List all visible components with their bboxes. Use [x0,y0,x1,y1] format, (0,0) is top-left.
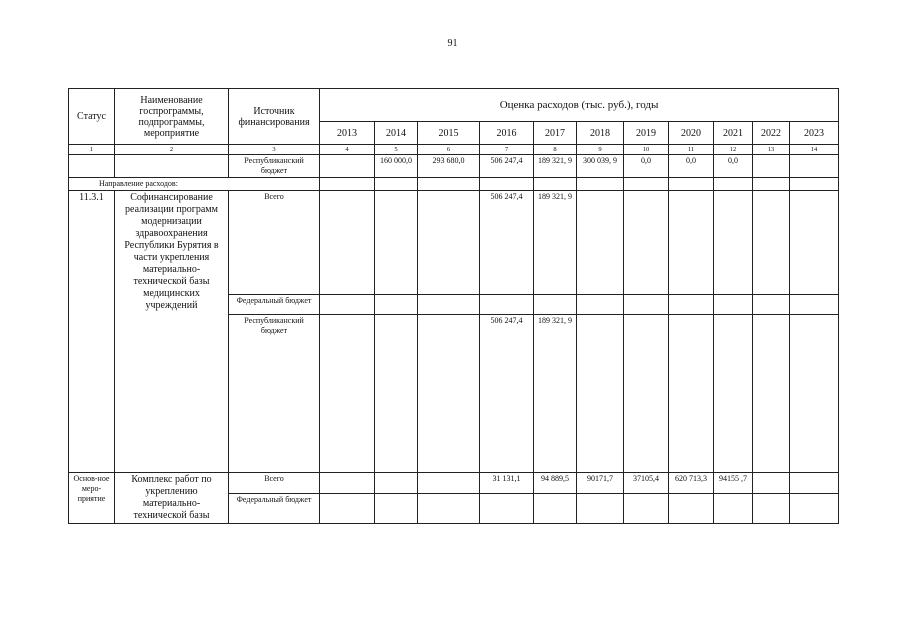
year-header: 2018 [577,122,624,145]
event-name: Комплекс работ по укреплению материально-технической базы [115,473,229,524]
year-header: 2015 [418,122,480,145]
value-cell [480,494,534,524]
value-cell [577,315,624,473]
year-header: 2013 [320,122,375,145]
value-cell: 506 247,4 [480,155,534,178]
value-cell [753,191,790,295]
value-cell: 94155 ,7 [714,473,753,494]
value-cell [624,494,669,524]
value-cell [577,191,624,295]
value-cell: 189 321, 9 [534,155,577,178]
value-cell [669,315,714,473]
value-cell [790,494,839,524]
page-number: 91 [447,38,458,49]
value-cell [624,295,669,315]
value-cell [375,494,418,524]
item-name: Софинансирование реализации программ модернизации здравоохранения Республики Бурятия в части укрепления материально-технической базы медицинских учреждений [115,191,229,473]
value-cell [375,191,418,295]
name-cell [115,155,229,178]
column-number: 7 [480,145,534,155]
value-cell: 506 247,4 [480,191,534,295]
column-number: 3 [229,145,320,155]
header-estimate: Оценка расходов (тыс. руб.), годы [320,89,839,122]
value-cell: 94 889,5 [534,473,577,494]
source-cell: Всего [229,473,320,494]
column-number: 14 [790,145,839,155]
value-cell [418,295,480,315]
value-cell [320,473,375,494]
value-cell: 160 000,0 [375,155,418,178]
column-number: 1 [69,145,115,155]
value-cell: 0,0 [669,155,714,178]
value-cell: 0,0 [624,155,669,178]
value-cell [375,295,418,315]
value-cell: 300 039, 9 [577,155,624,178]
source-cell: Федеральный бюджет [229,494,320,524]
year-header: 2014 [375,122,418,145]
value-cell: 189 321, 9 [534,191,577,295]
source-cell: Республиканский бюджет [229,155,320,178]
value-cell [320,295,375,315]
value-cell [534,295,577,315]
value-cell [320,315,375,473]
value-cell [790,155,839,178]
column-number: 5 [375,145,418,155]
value-cell [714,494,753,524]
value-cell [714,315,753,473]
column-number: 6 [418,145,480,155]
source-cell: Республиканский бюджет [229,315,320,473]
value-cell [790,473,839,494]
year-header: 2019 [624,122,669,145]
header-status: Статус [69,89,115,145]
value-cell [624,315,669,473]
value-cell: 506 247,4 [480,315,534,473]
value-cell [790,315,839,473]
value-cell [480,295,534,315]
value-cell [320,155,375,178]
value-cell [669,191,714,295]
column-number: 10 [624,145,669,155]
value-cell [753,295,790,315]
value-cell [714,295,753,315]
value-cell: 31 131,1 [480,473,534,494]
event-status: Основ-ное меро-приятие [69,473,115,524]
value-cell [577,295,624,315]
value-cell [418,494,480,524]
value-cell: 0,0 [714,155,753,178]
value-cell [753,494,790,524]
value-cell: 90171,7 [577,473,624,494]
column-number: 11 [669,145,714,155]
header-name: Наименование госпрограммы, подпрограммы, мероприятие [115,89,229,145]
column-number: 9 [577,145,624,155]
value-cell [375,315,418,473]
value-cell: 620 713,3 [669,473,714,494]
year-header: 2016 [480,122,534,145]
value-cell [669,295,714,315]
value-cell [753,155,790,178]
column-number: 12 [714,145,753,155]
direction-label: Направление расходов: [69,178,320,191]
year-header: 2020 [669,122,714,145]
year-header: 2021 [714,122,753,145]
value-cell [790,191,839,295]
column-number: 13 [753,145,790,155]
value-cell [418,315,480,473]
value-cell [753,315,790,473]
year-header: 2023 [790,122,839,145]
header-source: Источник финансирования [229,89,320,145]
column-number: 8 [534,145,577,155]
value-cell [418,473,480,494]
item-status: 11.3.1 [69,191,115,473]
value-cell [753,473,790,494]
value-cell [418,191,480,295]
value-cell [624,191,669,295]
expenditure-table [68,88,839,524]
value-cell [375,473,418,494]
value-cell [320,494,375,524]
value-cell: 189 321, 9 [534,315,577,473]
value-cell [669,494,714,524]
year-header: 2022 [753,122,790,145]
value-cell [320,191,375,295]
column-number: 2 [115,145,229,155]
source-cell: Всего [229,191,320,295]
source-cell: Федеральный бюджет [229,295,320,315]
value-cell: 293 680,0 [418,155,480,178]
year-header: 2017 [534,122,577,145]
value-cell [577,494,624,524]
value-cell [534,494,577,524]
status-cell [69,155,115,178]
column-number: 4 [320,145,375,155]
value-cell [790,295,839,315]
value-cell: 37105,4 [624,473,669,494]
value-cell [714,191,753,295]
